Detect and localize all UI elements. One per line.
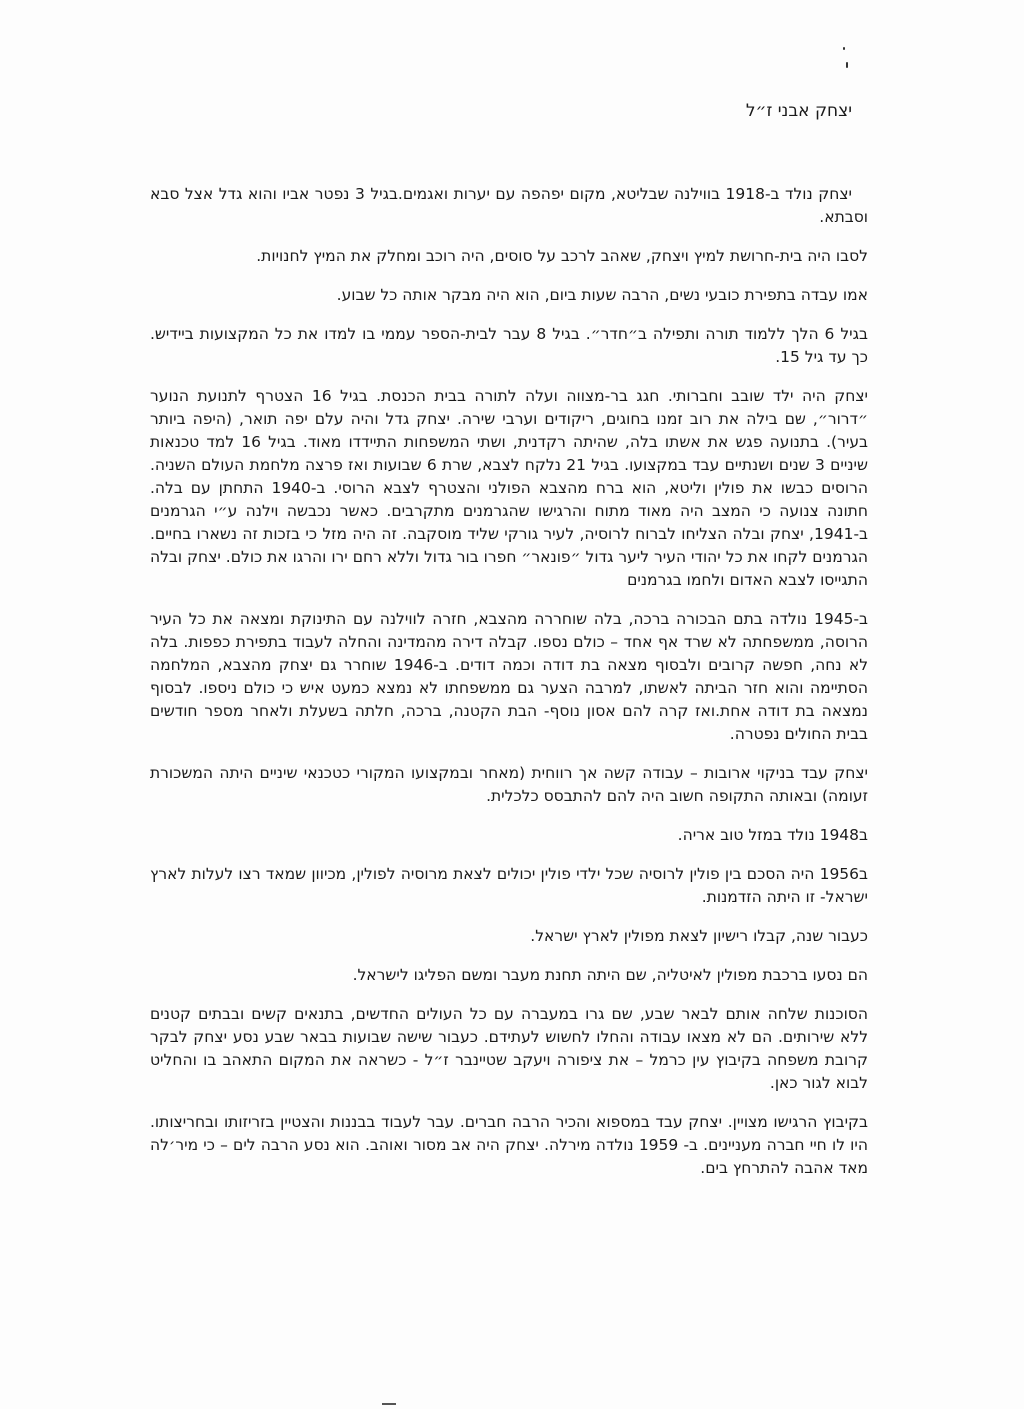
scan-speck	[846, 62, 848, 68]
paragraph-birth: יצחק נולד ב-1918 בווילנה שבליטא, מקום יפהפה עם יערות ואגמים.בגיל 3 נפטר אביו והוא גדל אצל סבא וסבתא.	[150, 185, 868, 226]
paragraph-beersheva: הסוכנות שלחה אותם לבאר שבע, שם גרו במעברה עם כל העולים החדשים, בתנאים קשים ובבתים קטנים ללא שירותים. הם לא מצאו עבודה והחלו לחשוש לעתידם. כעבור שישה שבועות בבאר שבע נסע יצחק לבקר קרובת משפחה בקיבוץ עין כרמל – את ציפורה ויעקב שטיינבר ז״ל - כשראה את המקום התאהב בו והחליט לבוא לגור כאן.	[150, 1005, 868, 1092]
paragraph-youth-war: יצחק היה ילד שובב וחברותי. חגג בר-מצווה ועלה לתורה בבית הכנסת. בגיל 16 הצטרף לתנועת הנוער ״דרור״, שם בילה את רוב זמנו בחוגים, ריקודים וערבי שירה. יצחק גדל והיה עלם יפה תואר, (היפה ביותר בעיר). בתנועה פגש את אשתו בלה, שהיתה רקדנית, ושתי המשפחות התיידדו מאוד. בגיל 16 למד טכנאות שיניים 3 שנים ושנתיים עבד במקצועו. בגיל 21 נלקח לצבא, שרת 6 שבועות ואז פרצה מלחמת העולם השניה. הרוסים כבשו את פולין וליטא, הוא ברח מהצבא הפולני והצטרף לצבא הרוסי. ב-1940 התחתן עם בלה. חתונה צנועה כי המצב היה מאוד מתוח והרגישו שהגרמנים מתקרבים. כאשר נכבשה וילנה ע״י הגרמנים ב-1941, יצחק ובלה הצליחו לברוח לרוסיה, לעיר גורקי שליד מוסקבה. זה היה מזל כי בזכות זה נשארו בחיים. הגרמנים לקחו את כל יהודי העיר ליער גדול ״פונאר״ חפרו בור גדול וללא רחם ירו והרגו את כולם. יצחק ובלה התגייסו לצבא האדום ולחמו בגרמנים	[150, 387, 869, 589]
document-body	[150, 183, 868, 1196]
paragraph-arie: ב1948 נולד במזל טוב אריה.	[677, 826, 868, 844]
document-title: יצחק אבני ז״ל	[745, 101, 852, 121]
paragraph-mother: אמו עבדה בתפירת כובעי נשים, הרבה שעות ביום, הוא היה מבקר אותה כל שבוע.	[336, 286, 868, 304]
paragraph-postwar: ב-1945 נולדה בתם הבכורה ברכה, בלה שוחררה מהצבא, חזרה לווילנה עם התינוקת ומצאה את כל העיר הרוסה, ממשפחתה לא שרד אף אחד – כולם נספו. קבלה דירה מהמדינה והחלה לעבוד בתפירת כפפות. בלה לא נחה, חפשה קרובים ולבסוף מצאה בת דודה וכמה דודים. ב-1946 שוחרר גם יצחק מהצבא, המלחמה הסתיימה והוא חזר הביתה לאשתו, למרבה הצער גם ממשפחתו לא נמצא כמעט איש כי כולם ניספו. לבסוף נמצאה בת דודה אחת.ואז קרה להם אסון נוסף- הבת הקטנה, ברכה, חלתה בשעלת ולאחר מספר חודשים בבית החולים נפטרה.	[150, 610, 868, 743]
paragraph-grandfather: לסבו היה בית-חרושת למיץ ויצחק, שאהב לרכב על סוסים, היה רוכב ומחלק את המיץ לחנויות.	[256, 247, 868, 265]
paragraph-work: יצחק עבד בניקוי ארובות – עבודה קשה אך רווחית (מאחר ובמקצועו המקורי כטכנאי שיניים היתה המשכורת זעומה) ובאותה התקופה חשוב היה להם להתבסס כלכלית.	[150, 764, 868, 805]
paragraph-agreement: ב1956 היה הסכם בין פולין לרוסיה שכל ילדי פולין יכולים לצאת מרוסיה לפולין, מכיוון שמאד רצו לעלות לארץ ישראל- זו היתה הזדמנות.	[150, 865, 868, 906]
scan-speck	[843, 47, 845, 50]
paragraph-permit: כעבור שנה, קבלו רישיון לצאת מפולין לארץ ישראל.	[530, 927, 868, 945]
scan-edge-mark	[382, 1403, 396, 1405]
paragraph-kibbutz: בקיבוץ הרגישו מצויין. יצחק עבד במספוא והכיר הרבה חברים. עבר לעבוד בבננות והצטיין בזריזותו ובחריצותו. היו לו חיי חברה מעניינים. ב- 1959 נולדה מירלה. יצחק היה אב מסור ואוהב. הוא נסע הרבה לים – כי מיר׳לה מאד אהבה להתרחץ בים.	[150, 1113, 868, 1177]
paragraph-school: בגיל 6 הלך ללמוד תורה ותפילה ב״חדר״. בגיל 8 עבר לבית-הספר עממי בו למדו את כל המקצועות ביידיש. כך עד גיל 15.	[150, 325, 868, 366]
paragraph-journey: הם נסעו ברכבת מפולין לאיטליה, שם היתה תחנת מעבר ומשם הפליגו לישראל.	[352, 966, 868, 984]
